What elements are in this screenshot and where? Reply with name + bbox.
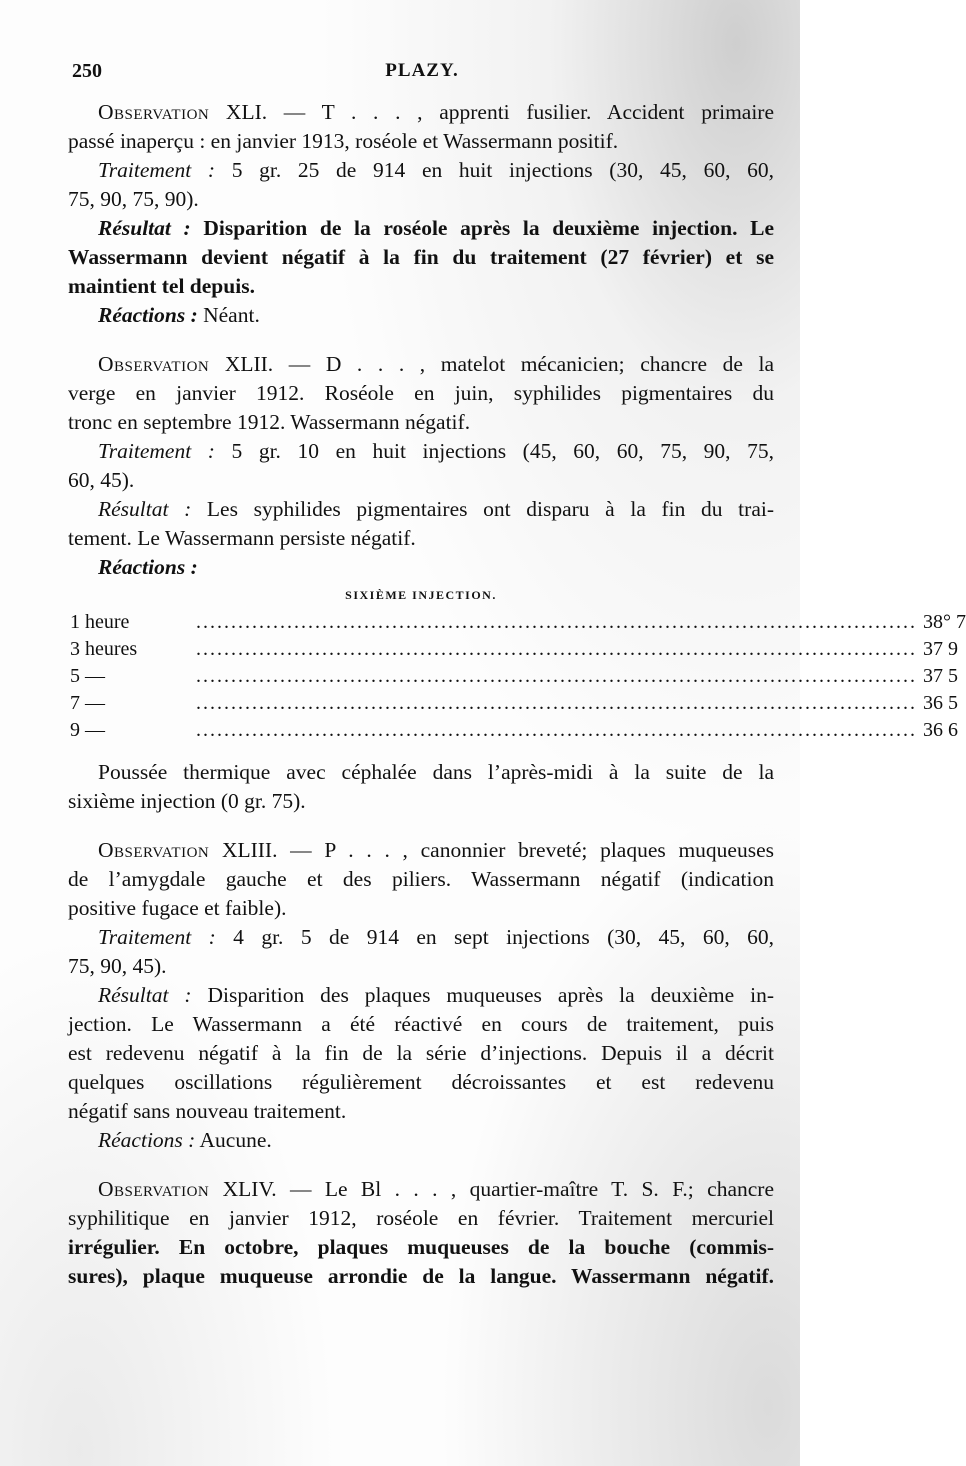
dot-leader: ....................................................................................................... bbox=[196, 719, 917, 741]
obs43-traitement-line bbox=[68, 923, 774, 952]
obs43-traitement-text2: 75, 90, 45). bbox=[68, 954, 167, 978]
dot-leader: ....................................................................................................... bbox=[196, 692, 917, 714]
obs43-reactions-text: Aucune. bbox=[195, 1128, 272, 1152]
page-header bbox=[72, 60, 772, 90]
temperature-table-title: SIXIÈME INJECTION. bbox=[345, 588, 497, 602]
obs42-heading-line bbox=[68, 350, 774, 379]
table-row bbox=[70, 636, 958, 663]
obs42-heading-rest: — D . . . , matelot mécanicien; chancre de la bbox=[273, 352, 774, 376]
obs41-resultat-text2: Wassermann devient négatif à la fin du traitement (27 février) et se bbox=[68, 245, 774, 269]
obs41-heading-line bbox=[68, 98, 774, 127]
obs42-traitement-text1: 5 gr. 10 en huit injections (45, 60, 60, 75, 90, 75, bbox=[214, 439, 774, 463]
obs43-traitement-text1: 4 gr. 5 de 914 en sept injections (30, 45, 60, 60, bbox=[215, 925, 774, 949]
observation-43 bbox=[68, 836, 774, 1155]
obs43-resultat-text2: jection. Le Wassermann a été réactivé en cours de traitement, puis bbox=[68, 1012, 774, 1036]
obs43-traitement-label: Traitement : bbox=[98, 925, 216, 949]
obs44-line2: syphilitique en janvier 1912, roséole en février. Traitement mercuriel bbox=[68, 1206, 774, 1230]
temp-row-value: 37 9 bbox=[923, 638, 958, 660]
obs41-traitement-text1: 5 gr. 25 de 914 en huit injections (30, 45, 60, 60, bbox=[215, 158, 774, 182]
temp-row-value: 36 6 bbox=[923, 719, 958, 741]
obs43-line3: positive fugace et faible). bbox=[68, 896, 287, 920]
obs41-traitement-label: Traitement : bbox=[98, 158, 216, 182]
running-head: PLAZY. bbox=[385, 60, 459, 81]
obs44-line4: sures), plaque muqueuse arrondie de la langue. Wassermann négatif. bbox=[68, 1264, 774, 1288]
obs41-reactions-text: Néant. bbox=[197, 303, 260, 327]
obs41-line2: passé inaperçu : en janvier 1913, roséole et Wassermann positif. bbox=[68, 129, 619, 153]
obs43-resultat-label: Résultat : bbox=[98, 983, 192, 1007]
obs42-resultat-text1: Les syphilides pigmentaires ont disparu à la fin du trai- bbox=[191, 497, 774, 521]
obs41-resultat-line bbox=[68, 214, 774, 243]
obs42-traitement-label: Traitement : bbox=[98, 439, 215, 463]
temperature-table bbox=[70, 609, 966, 744]
temp-row-value: 36 5 bbox=[923, 692, 958, 714]
observation-42 bbox=[68, 350, 966, 816]
obs42-resultat-label: Résultat : bbox=[98, 497, 192, 521]
obs44-heading-line bbox=[68, 1175, 774, 1204]
obs43-heading-number: XLIII. bbox=[221, 838, 278, 862]
obs43-resultat-text3: est redevenu négatif à la fin de la série d’injections. Depuis il a décrit bbox=[68, 1041, 774, 1065]
obs41-traitement-line bbox=[68, 156, 774, 185]
obs43-resultat-line bbox=[68, 981, 774, 1010]
page-number: 250 bbox=[72, 60, 102, 82]
obs42-after1: Poussée thermique avec céphalée dans l’après-midi à la suite de la bbox=[98, 760, 774, 784]
obs44-heading-label: Observation bbox=[98, 1177, 210, 1201]
obs42-reactions-line bbox=[68, 553, 774, 582]
temp-row-label: 9 — bbox=[70, 719, 105, 741]
obs44-heading-rest: — Le Bl . . . , quartier-maître T. S. F.; chancre bbox=[276, 1177, 774, 1201]
obs42-heading-number: XLII. bbox=[224, 352, 274, 376]
obs41-reactions-line bbox=[68, 301, 774, 330]
obs42-traitement-line bbox=[68, 437, 774, 466]
obs41-heading-number: XLI. bbox=[225, 100, 268, 124]
obs42-reactions-label: Réactions : bbox=[98, 555, 198, 579]
temp-row-label: 1 heure bbox=[70, 611, 130, 633]
table-row bbox=[70, 663, 958, 690]
temp-row-value: 37 5 bbox=[923, 665, 958, 687]
table-row bbox=[70, 609, 966, 636]
obs43-heading-line bbox=[68, 836, 774, 865]
obs42-heading-label: Observation bbox=[98, 352, 210, 376]
obs42-after2: sixième injection (0 gr. 75). bbox=[68, 789, 306, 813]
obs44-line3: irrégulier. En octobre, plaques muqueuses de la bouche (commis- bbox=[68, 1235, 774, 1259]
obs41-heading-rest: — T . . . , bbox=[267, 100, 440, 124]
table-row bbox=[70, 690, 958, 717]
obs41-resultat-label: Résultat : bbox=[98, 216, 191, 240]
obs43-reactions-label: Réactions : bbox=[98, 1128, 196, 1152]
obs44-heading-number: XLIV. bbox=[222, 1177, 277, 1201]
obs43-resultat-text4: quelques oscillations régulièrement décroissantes et est redevenu bbox=[68, 1070, 774, 1094]
obs43-reactions-line bbox=[68, 1126, 774, 1155]
obs43-line2: de l’amygdale gauche et des piliers. Wassermann négatif (indication bbox=[68, 867, 774, 891]
obs41-reactions-label: Réactions : bbox=[98, 303, 198, 327]
obs42-resultat-text2: tement. Le Wassermann persiste négatif. bbox=[68, 526, 416, 550]
temp-row-label: 3 heures bbox=[70, 638, 138, 660]
obs42-line2: verge en janvier 1912. Roséole en juin, syphilides pigmentaires du bbox=[68, 381, 774, 405]
obs42-traitement-text2: 60, 45). bbox=[68, 468, 135, 492]
observation-41 bbox=[68, 98, 774, 330]
obs42-line3: tronc en septembre 1912. Wassermann négatif. bbox=[68, 410, 471, 434]
obs41-line1: apprenti fusilier. Accident primaire bbox=[439, 100, 775, 124]
obs41-heading-label: Observation bbox=[98, 100, 210, 124]
obs43-heading-rest: — P . . . , canonnier breveté; plaques muqueuses bbox=[277, 838, 775, 862]
obs43-resultat-text1: Disparition des plaques muqueuses après la deuxième in- bbox=[191, 983, 774, 1007]
temp-row-value: 38° 7 bbox=[923, 611, 966, 633]
temp-row-label: 5 — bbox=[70, 665, 105, 687]
obs43-heading-label: Observation bbox=[98, 838, 210, 862]
dot-leader: ....................................................................................................... bbox=[196, 638, 917, 660]
page-content bbox=[68, 98, 966, 1311]
dot-leader: ....................................................................................................... bbox=[196, 611, 917, 633]
obs41-traitement-text2: 75, 90, 75, 90). bbox=[68, 187, 199, 211]
obs42-resultat-line bbox=[68, 495, 774, 524]
observation-44 bbox=[68, 1175, 774, 1291]
obs41-resultat-text3: maintient tel depuis. bbox=[68, 274, 255, 298]
obs41-resultat-text1: Disparition de la roséole après la deuxième injection. Le bbox=[190, 216, 774, 240]
dot-leader: ....................................................................................................... bbox=[196, 665, 917, 687]
table-row bbox=[70, 717, 958, 744]
obs43-resultat-text5: négatif sans nouveau traitement. bbox=[68, 1099, 347, 1123]
temp-row-label: 7 — bbox=[70, 692, 105, 714]
